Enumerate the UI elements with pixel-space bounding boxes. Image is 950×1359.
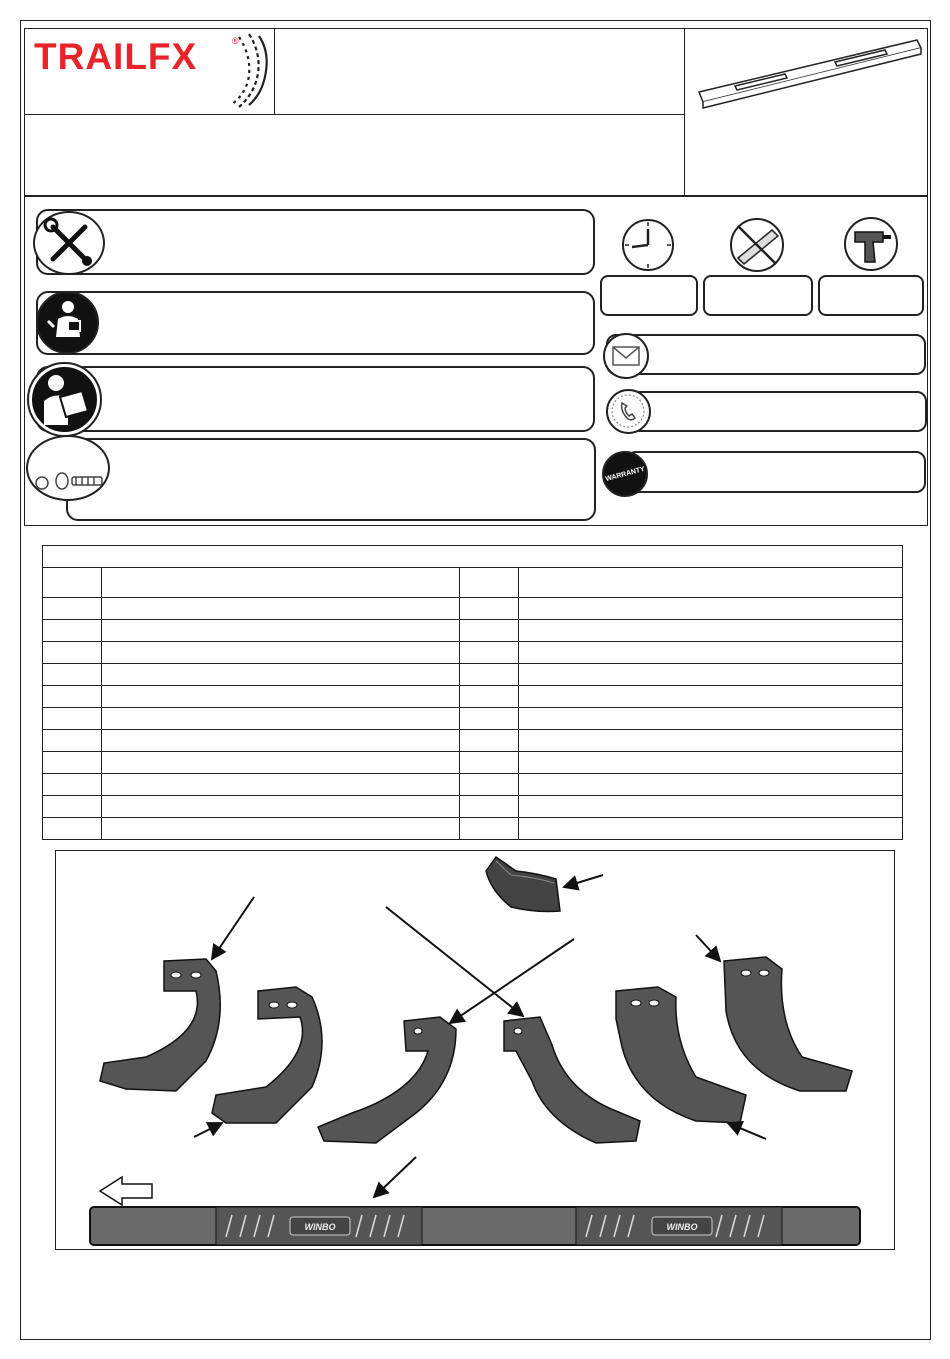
description-cell bbox=[24, 115, 684, 196]
logo-cell bbox=[24, 28, 275, 115]
diagram-drawing bbox=[56, 851, 894, 1249]
clock-icon bbox=[620, 217, 676, 273]
spec-box-drilling bbox=[703, 275, 813, 316]
table-row bbox=[43, 796, 903, 818]
col-header-no-1 bbox=[43, 568, 102, 598]
table-row bbox=[43, 752, 903, 774]
contact-phone[interactable] bbox=[630, 391, 927, 432]
board-embossing-left: WINBO bbox=[304, 1222, 336, 1232]
read-instructions-icon bbox=[29, 364, 100, 435]
spec-box-tools bbox=[818, 275, 924, 316]
warranty-icon bbox=[602, 451, 648, 497]
info-row-hardware bbox=[66, 438, 596, 521]
info-row-pro-install bbox=[36, 291, 595, 355]
power-drill-icon bbox=[843, 216, 899, 272]
contact-email[interactable] bbox=[606, 334, 926, 375]
phone-icon bbox=[606, 389, 651, 434]
professional-install-icon bbox=[36, 291, 99, 354]
table-row bbox=[43, 642, 903, 664]
contact-warranty[interactable] bbox=[626, 451, 926, 493]
running-board-diagram bbox=[90, 1207, 860, 1245]
hardware-icon bbox=[26, 435, 110, 501]
spec-box-time bbox=[600, 275, 698, 316]
table-row bbox=[43, 818, 903, 840]
product-image-cell bbox=[684, 28, 928, 196]
table-row bbox=[43, 774, 903, 796]
table-row bbox=[43, 708, 903, 730]
table-row bbox=[43, 686, 903, 708]
tools-icon bbox=[33, 211, 105, 275]
running-board-icon bbox=[695, 34, 925, 119]
parts-table-col-headers bbox=[43, 568, 903, 598]
tire-tread-icon bbox=[209, 31, 274, 111]
mounting-bracket-icon bbox=[100, 957, 852, 1143]
no-drill-icon bbox=[728, 216, 786, 274]
parts-table-header bbox=[43, 546, 903, 568]
info-row-read-instructions bbox=[36, 366, 595, 432]
col-header-desc-2 bbox=[519, 568, 903, 598]
front-arrow-icon bbox=[100, 1177, 152, 1205]
registered-mark: ® bbox=[232, 36, 239, 46]
table-row bbox=[43, 620, 903, 642]
col-header-desc-1 bbox=[102, 568, 460, 598]
email-icon bbox=[603, 333, 649, 379]
parts-table bbox=[42, 545, 903, 840]
title-cell bbox=[275, 28, 684, 115]
col-header-no-2 bbox=[460, 568, 519, 598]
brand-logo bbox=[34, 36, 239, 78]
info-row-tools bbox=[36, 209, 595, 275]
parts-table-title bbox=[43, 546, 903, 568]
table-row bbox=[43, 664, 903, 686]
table-row bbox=[43, 730, 903, 752]
table-row bbox=[43, 598, 903, 620]
bracket-cover-icon bbox=[486, 857, 560, 912]
exploded-diagram bbox=[55, 850, 895, 1250]
board-embossing-right: WINBO bbox=[666, 1222, 698, 1232]
warranty-badge-text: WARRANTY bbox=[604, 465, 646, 483]
brand-wordmark: TRAILFX bbox=[34, 36, 198, 77]
